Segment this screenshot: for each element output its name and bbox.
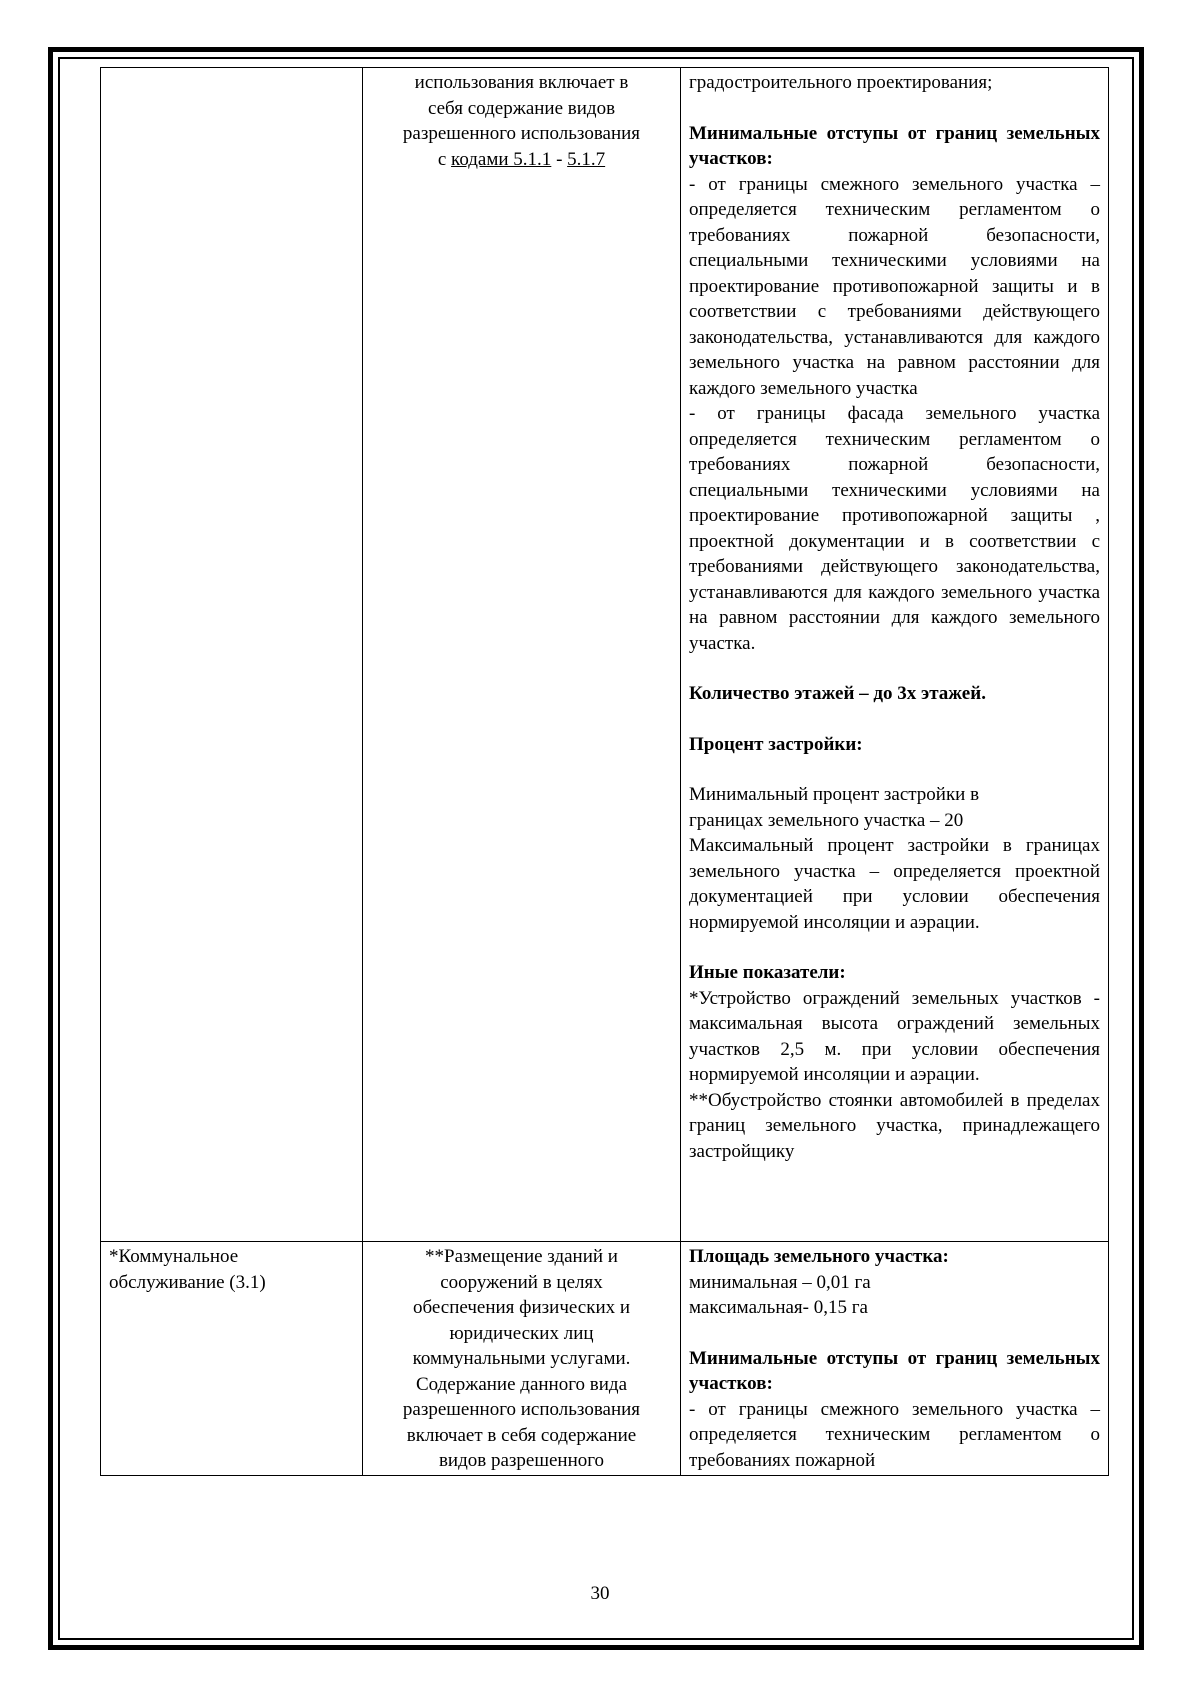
text-line: включает в себя содержание (406, 1424, 637, 1446)
paragraph-parking: **Обустройство стоянки автомобилей в пределах границ земельного участка, принадлежащего застройщику (689, 1089, 1100, 1162)
text-line: максимальная- 0,15 га (689, 1297, 868, 1318)
codes-line: с кодами 5.1.1 - 5.1.7 (437, 148, 606, 170)
paragraph-max-percent: Максимальный процент застройки в границах земельного участка – определяется проектной документацией при условии обеспечения нормируемой инсоляции и аэрации. (689, 835, 1100, 933)
cell-parameters (681, 1242, 1109, 1476)
heading-plot-area: Площадь земельного участка: (689, 1246, 949, 1267)
paragraph-adjacent-boundary: - от границы смежного земельного участка – определяется техническим регламентом о требованиях пожарной безопасности, специальными техническими условиями на проектирование противопожарной защиты и в соответствии с требованиями действующего законодательства, устанавливаются для каждого земельного участка на равном расстоянии для каждого земельного участка (689, 173, 1100, 399)
text-line: юридических лиц (449, 1322, 594, 1344)
cell-use-description (363, 1242, 681, 1476)
text-line: **Размещение зданий и (425, 1246, 618, 1267)
text-line: Минимальный процент застройки в (689, 784, 980, 805)
paragraph-fences: *Устройство ограждений земельных участков - максимальная высота ограждений земельных участков 2,5 м. при условии обеспечения нормируемой инсоляции и аэрации. (689, 987, 1100, 1085)
text-line: сооружений в целях (440, 1271, 603, 1293)
heading-setbacks: Минимальные отступы от границ земельных участков: (689, 122, 1100, 169)
code-link-5-1-1[interactable]: кодами 5.1.1 (451, 148, 552, 170)
text-line: минимальная – 0,01 га (689, 1271, 871, 1293)
text-line: себя содержание видов (427, 97, 616, 119)
heading-build-percent: Процент застройки: (689, 733, 863, 755)
land-use-table (100, 67, 1109, 1476)
cell-use-type (101, 1242, 363, 1476)
heading-setbacks: Минимальные отступы от границ земельных участков: (689, 1347, 1100, 1394)
text-line: *Коммунальное (109, 1246, 239, 1267)
text-line: использования включает в (414, 72, 629, 93)
cell-parameters (681, 68, 1109, 1242)
paragraph-facade-boundary: - от границы фасада земельного участка определяется техническим регламентом о требованиях пожарной безопасности, специальными техническими условиями на проектирование противопожарной защиты , проектной документации и в соответствии с требованиями действующего законодательства, устанавливаются для каждого земельного участка на равном расстоянии для каждого земельного участка. (689, 403, 1100, 654)
text-line: видов разрешенного (438, 1450, 605, 1471)
text-line: обеспечения физических и (412, 1297, 631, 1318)
code-link-5-1-7[interactable]: 5.1.7 (567, 148, 606, 170)
heading-other-indicators: Иные показатели: (689, 962, 846, 983)
text-line: коммунальными услугами. (412, 1348, 631, 1369)
table-row (101, 68, 1109, 1242)
page-number: 30 (590, 1583, 610, 1604)
text-line: разрешенного использования (402, 123, 641, 144)
text-line: Содержание данного вида (415, 1373, 628, 1395)
cell-use-description (363, 68, 681, 1242)
paragraph-adjacent-boundary: - от границы смежного земельного участка – определяется техническим регламентом о требованиях пожарной (689, 1398, 1100, 1471)
heading-floors: Количество этажей – до 3х этажей. (689, 683, 986, 704)
cell-use-type (101, 68, 363, 1242)
text-line: границах земельного участка – 20 (689, 809, 964, 831)
paragraph: градостроительного проектирования; (689, 72, 993, 93)
text-line: обслуживание (3.1) (109, 1271, 266, 1293)
text-line: разрешенного использования (402, 1399, 641, 1420)
table-row (101, 1242, 1109, 1476)
